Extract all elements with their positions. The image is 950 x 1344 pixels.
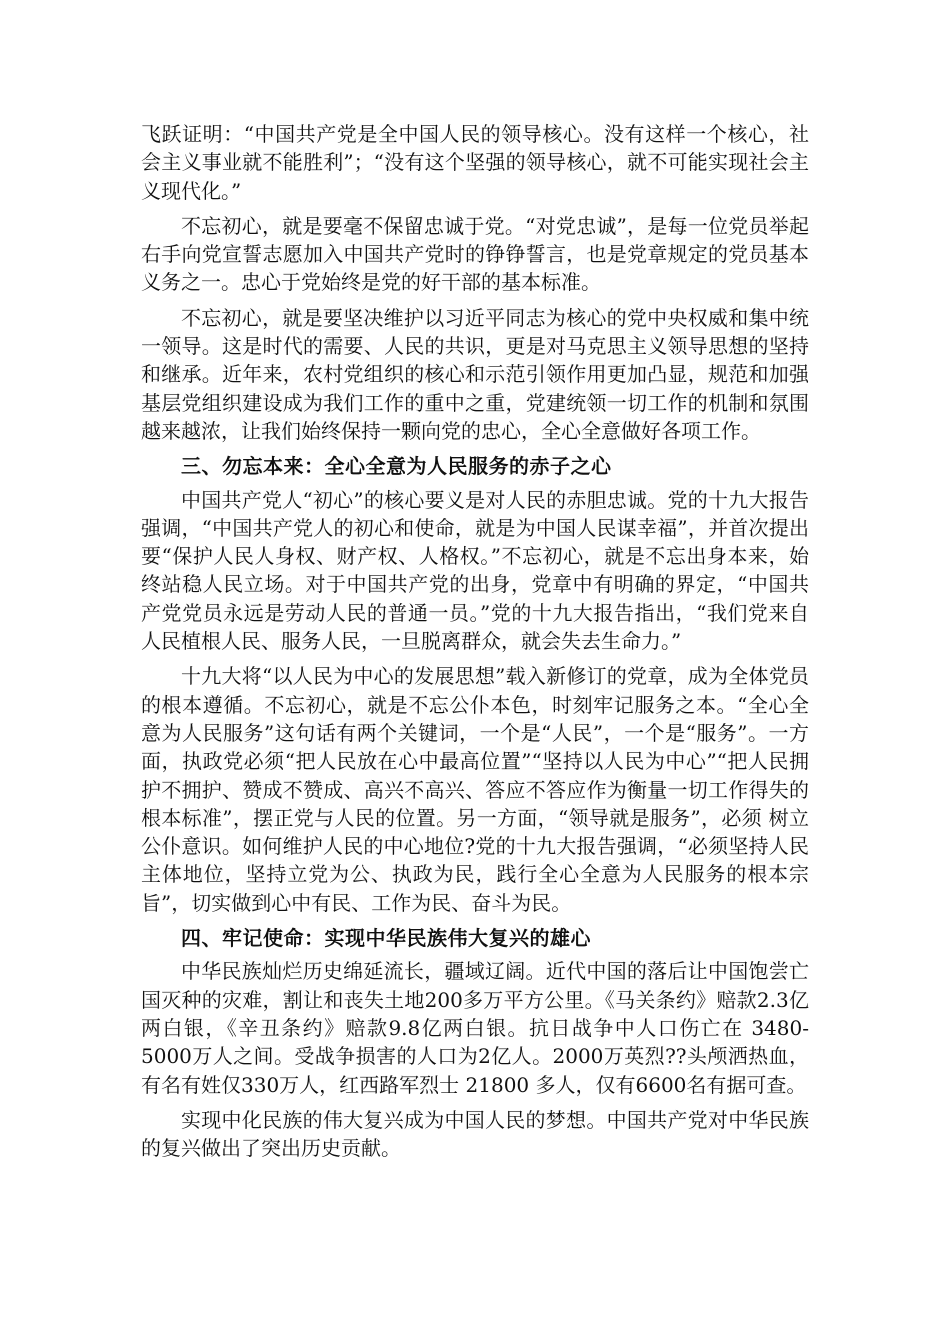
section-heading-3: 三、勿忘本来：全心全意为人民服务的赤子之心 xyxy=(181,454,612,479)
paragraph-continued: 飞跃证明：“中国共产党是全中国人民的领导核心。没有这样一个核心，社会主义事业就不能胜利”；“没有这个坚强的领导核心，就不可能实现社会主义现代化。” xyxy=(141,122,809,203)
paragraph-leadership: 不忘初心，就是要坚决维护以习近平同志为核心的党中央权威和集中统一领导。这是时代的需要、人民的共识，更是对马克思主义领导思想的坚持和继承。近年来，农村党组织的核心和示范引领作用更加凸显，规范和加强基层党组织建设成为我们工作的重中之重，党建统领一切工作的机制和氛围越来越浓，让我们始终保持一颗向党的忠心，全心全意做好各项工作。 xyxy=(141,305,809,443)
paragraph-loyalty: 不忘初心，就是要毫不保留忠诚于党。“对党忠诚”，是每一位党员举起右手向党宣誓志愿加入中国共产党时的铮铮誓言，也是党章规定的党员基本义务之一。忠心于党始终是党的好干部的基本标准。 xyxy=(141,213,809,295)
document-page xyxy=(141,120,809,1169)
paragraph-history: 中华民族灿烂历史绵延流长，疆域辽阔。近代中国的落后让中国饱尝亡国灭种的灾难，割让和丧失土地200多万平方公里。《马关条约》赔款2.3亿两白银，《辛丑条约》赔款9.8亿两白银。抗日战争中人口伤亡在 3480-5000万人之间。受战争损害的人口为2亿人。2000万英烈??头颅洒热血，有名有姓仅330万人，红西路军烈士 21800 多人，仅有6600名有据可查。 xyxy=(141,959,809,1097)
paragraph-serve-people: 十九大将“以人民为中心的发展思想”载入新修订的党章，成为全体党员的根本遵循。不忘初心，就是不忘公仆本色，时刻牢记服务之本。“全心全意为人民服务”这句话有两个关键词，一个是“人民”，一个是“服务”。一方面，执政党必须“把人民放在心中最高位置”“坚持以人民为中心”“把人民拥护不拥护、赞成不赞成、高兴不高兴、答应不答应作为衡量一切工作得失的根本标准”，摆正党与人民的位置。另一方面，“领导就是服务”，必须 树立公仆意识。如何维护人民的中心地位?党的十九大报告强调，“必须坚持人民主体地位，坚持立党为公、执政为民，践行全心全意为人民服务的根本宗旨”，切实做到心中有民、工作为民、奋斗为民。 xyxy=(141,664,809,915)
section-heading-4: 四、牢记使命：实现中华民族伟大复兴的雄心 xyxy=(181,926,591,951)
paragraph-people-original-mind: 中国共产党人“初心”的核心要义是对人民的赤胆忠诚。党的十九大报告强调，“中国共产党人的初心和使命，就是为中国人民谋幸福”，并首次提出要“保护人民人身权、财产权、人格权。”不忘初心，就是不忘出身本来，始终站稳人民立场。对于中国共产党的出身，党章中有明确的界定，“中国共产党党员永远是劳动人民的普通一员。”党的十九大报告指出，“我们党来自人民植根人民、服务人民，一旦脱离群众，就会失去生命力。” xyxy=(141,487,809,654)
paragraph-rejuvenation: 实现中化民族的伟大复兴成为中国人民的梦想。中国共产党对中华民族的复兴做出了突出历史贡献。 xyxy=(141,1107,809,1161)
